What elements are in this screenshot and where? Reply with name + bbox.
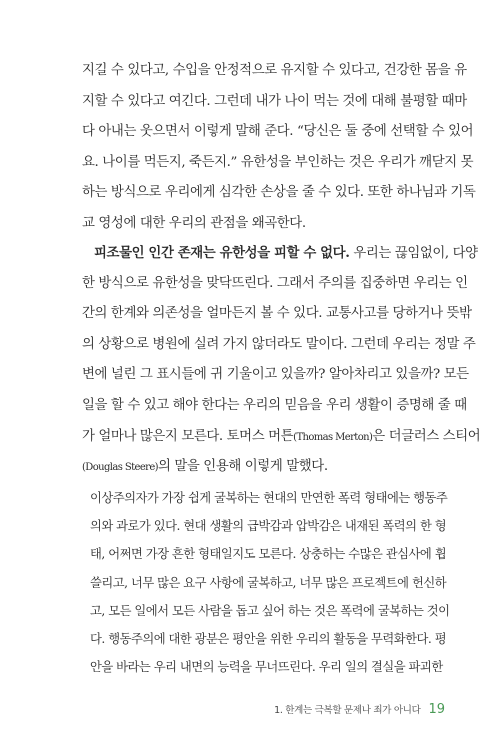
text-line: 다 아내는 웃으면서 이렇게 말해 준다. “당신은 둘 중에 선택할 수 있어 <box>82 124 474 140</box>
block-quote <box>90 484 450 681</box>
quote-line: 안을 바라는 우리 내면의 능력을 무너뜨린다. 우리 일의 결실을 파괴한 <box>90 660 443 675</box>
bold-lead-sentence: 피조물인 인간 존재는 유한성을 피할 수 없다. <box>94 245 350 261</box>
quote-line: 이상주의자가 가장 쉽게 굴복하는 현대의 만연한 폭력 형태에는 행동주 <box>90 491 448 505</box>
page-footer <box>274 702 445 717</box>
text-run: 가 얼마나 많은지 모른다. 토머스 머튼 <box>82 428 294 444</box>
quote-line: 다. 행동주의에 대한 광분은 평안을 위한 우리의 활동을 무력화한다. 평 <box>90 631 447 646</box>
text-line: 지길 수 있다고, 수입을 안정적으로 유지할 수 있다고, 건강한 몸을 유 <box>82 63 467 78</box>
text-line: 교 영성에 대한 우리의 관점을 왜곡한다. <box>82 215 306 231</box>
text-line <box>82 422 481 453</box>
text-line: 한 방식으로 유한성을 맞닥뜨린다. 그래서 주의를 집중하면 우리는 인 <box>82 275 468 291</box>
text-run: 우리는 끊임없이, 다양 <box>349 246 478 261</box>
text-line: 변에 널린 그 표시들에 귀 기울이고 있을까? 알아차리고 있을까? 모든 <box>82 367 469 383</box>
text-line: 하는 방식으로 우리에게 심각한 손상을 줄 수 있다. 또한 하나님과 기독 <box>82 185 476 201</box>
name-annotation: (Douglas Steere) <box>82 462 158 474</box>
text-line: 지할 수 있다고 여긴다. 그런데 내가 나이 먹는 것에 대해 불평할 때마 <box>82 93 467 109</box>
text-run: 은 더글러스 스티어 <box>372 428 481 444</box>
text-line <box>82 238 478 269</box>
quote-line: 의와 과로가 있다. 현대 생활의 급박감과 압박감은 내재된 폭력의 한 형 <box>90 519 447 534</box>
text-line <box>82 452 442 483</box>
name-annotation: (Thomas Merton) <box>293 431 373 443</box>
running-chapter-title: 1. 한계는 극복할 문제나 죄가 아니다 <box>274 705 421 716</box>
quote-line: 쓸리고, 너무 많은 요구 사항에 굴복하고, 너무 많은 프로젝트에 헌신하 <box>90 575 447 590</box>
quote-line: 고, 모든 일에서 모든 사람을 돕고 싶어 하는 것은 폭력에 굴복하는 것이 <box>90 603 450 618</box>
page-number: 19 <box>428 702 445 717</box>
quote-line: 태, 어쩌면 가장 흔한 형태일지도 모른다. 상충하는 수많은 관심사에 휩 <box>90 547 447 562</box>
paragraph-1 <box>82 56 476 240</box>
paragraph-2 <box>82 238 481 483</box>
text-line: 간의 한계와 의존성을 얼마든지 볼 수 있다. 교통사고를 당하거나 뜻밖 <box>82 306 472 322</box>
text-run: 의 말을 인용해 이렇게 말했다. <box>157 459 328 475</box>
text-line: 의 상황으로 병원에 실려 가지 않더라도 말이다. 그런데 우리는 정말 주 <box>82 336 476 352</box>
text-line: 일을 할 수 있고 해야 한다는 우리의 믿음을 우리 생활이 증명해 줄 때 <box>82 397 467 413</box>
text-line: 요. 나이를 먹든지, 죽든지.” 유한성을 부인하는 것은 우리가 깨닫지 못 <box>82 154 474 170</box>
